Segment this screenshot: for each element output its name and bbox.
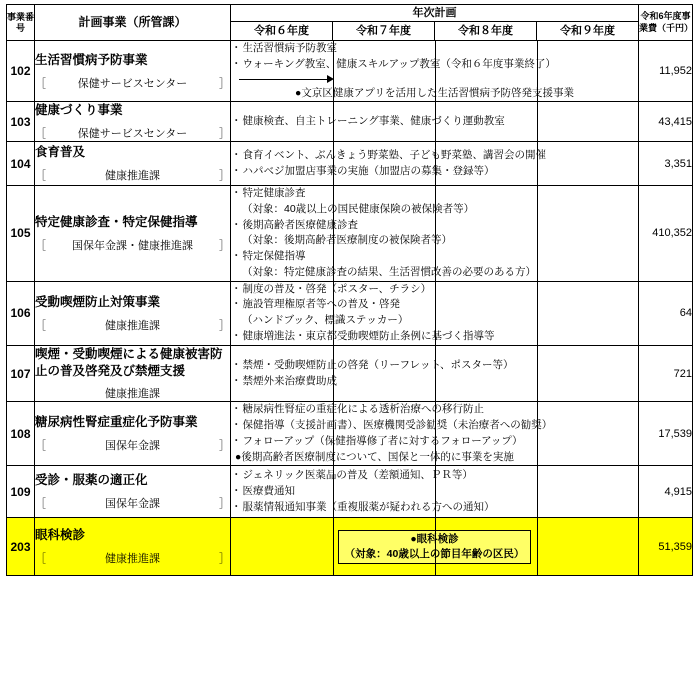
header-years-group: 年次計画	[231, 5, 639, 22]
content-text: 服薬情報通知事業（重複服薬が疑われる方への通知）	[242, 500, 495, 513]
year-column-divider	[435, 281, 436, 346]
year-column-divider	[435, 141, 436, 186]
year-column-divider	[435, 465, 436, 518]
year-column-divider	[435, 101, 436, 142]
year-column-divider	[537, 101, 538, 142]
table-row	[7, 281, 693, 345]
row-cost: 721	[639, 345, 693, 402]
department-label: 健康推進課	[105, 388, 160, 401]
plan-name-cell	[35, 402, 231, 466]
bracket-right: ］	[219, 440, 230, 453]
header-plan: 計画事業（所管課）	[35, 5, 231, 41]
year-column-divider	[537, 185, 538, 282]
year-column-divider	[333, 517, 334, 576]
content-text: ウォーキング教室、健康スキルアップ教室（令和６年度事業終了）	[242, 57, 556, 70]
bullet-marker-icon: ・	[231, 42, 242, 54]
plan-title: 喫煙・受動喫煙による健康被害防止の普及啓発及び禁煙支援	[35, 346, 223, 378]
row-number: 105	[7, 186, 35, 282]
bracket-left: ［	[35, 128, 46, 141]
bullet-marker-icon: ・	[231, 114, 242, 127]
bullet-marker-icon: ・	[231, 374, 242, 387]
table-row	[7, 102, 693, 142]
department-label: 保健サービスセンター	[77, 77, 188, 90]
bullet-marker-icon: ・	[231, 500, 242, 513]
row-number: 109	[7, 466, 35, 518]
department-label: 国保年金課	[105, 440, 160, 453]
department-label: 健康推進課	[105, 170, 160, 183]
bullet-marker-icon: ・	[231, 164, 242, 177]
department-label: 国保年金課	[105, 498, 160, 511]
year-plan-content	[231, 345, 639, 402]
bullet-marker-icon: ・	[231, 358, 242, 371]
highlighted-note-line: （対象：40歳以上の節目年齢の区民）	[344, 547, 525, 560]
table-row	[7, 41, 693, 102]
content-text: 健康増進法・東京都受動喫煙防止条例に基づく指導等	[242, 329, 495, 342]
bullet-marker-icon: ・	[231, 434, 242, 447]
bracket-left: ［	[35, 239, 46, 252]
year-column-divider	[435, 401, 436, 466]
content-subline: （ハンドブック、標識ステッカー）	[242, 314, 409, 327]
bracket-right: ］	[219, 553, 230, 566]
content-text: ハパベジ加盟店事業の実施（加盟店の募集・登録等）	[242, 164, 495, 177]
year-column-divider	[333, 185, 334, 282]
year-column-divider	[333, 465, 334, 518]
year-plan-content	[231, 41, 639, 102]
bracket-right: ］	[219, 239, 230, 252]
row-number: 103	[7, 102, 35, 142]
bullet-marker-icon: ・	[231, 57, 242, 70]
plan-department	[35, 317, 230, 333]
header-cost: 令和6年度事業費（千円）	[639, 5, 693, 41]
year-plan-content	[231, 402, 639, 466]
row-number: 106	[7, 281, 35, 345]
plan-title: 生活習慣病予防事業	[35, 52, 148, 67]
row-cost: 3,351	[639, 142, 693, 186]
plan-name-cell	[35, 345, 231, 402]
bullet-marker-icon: ・	[231, 282, 242, 295]
plan-department	[35, 167, 230, 183]
year-column-divider	[333, 401, 334, 466]
plan-name-cell	[35, 186, 231, 282]
year-column-divider	[333, 281, 334, 346]
content-center-note: ●文京区健康アプリを活用した生活習慣病予防啓発支援事業	[295, 86, 574, 99]
content-text: 医療費通知	[242, 485, 295, 497]
table-row	[7, 402, 693, 466]
plan-name-cell	[35, 142, 231, 186]
plan-title: 受診・服薬の適正化	[35, 473, 148, 488]
year-column-divider	[537, 465, 538, 518]
year-column-divider	[435, 345, 436, 403]
bullet-marker-icon: ・	[231, 329, 242, 342]
content-subline: （対象：後期高齢者医療制度の被保険者等）	[242, 234, 452, 247]
year-column-divider	[435, 517, 436, 576]
department-label: 保健サービスセンター	[77, 128, 188, 141]
content-subline: （対象：特定健康診査の結果、生活習慣改善の必要のある方）	[242, 265, 536, 278]
content-subline: （対象：40歳以上の国民健康保険の被保険者等）	[242, 202, 475, 215]
plan-name-cell	[35, 41, 231, 102]
year-plan-content	[231, 102, 639, 142]
bullet-marker-icon: ・	[231, 485, 242, 497]
year-column-divider	[333, 141, 334, 186]
plan-name-cell	[35, 102, 231, 142]
table-body	[7, 41, 693, 576]
header-year-1: 令和６年度	[231, 22, 333, 41]
content-text: 特定保健指導	[242, 250, 306, 263]
year-column-divider	[333, 101, 334, 142]
row-number: 104	[7, 142, 35, 186]
bullet-marker-icon: ・	[231, 250, 242, 263]
content-text: 生活習慣病予防教室	[242, 42, 337, 54]
plan-department	[35, 75, 230, 91]
header-year-4: 令和９年度	[537, 22, 639, 41]
row-number: 108	[7, 402, 35, 466]
year-column-divider	[333, 40, 334, 102]
header-year-3: 令和８年度	[435, 22, 537, 41]
year-plan-content	[231, 142, 639, 186]
year-column-divider	[537, 281, 538, 346]
bullet-marker-icon: ・	[231, 218, 242, 231]
plan-name-cell	[35, 518, 231, 576]
row-cost: 17,539	[639, 402, 693, 466]
bracket-left: ［	[35, 319, 46, 332]
row-cost: 4,915	[639, 466, 693, 518]
plan-department	[35, 495, 230, 511]
content-text: 禁煙・受動喫煙防止の啓発（リーフレット、ポスター等）	[242, 358, 514, 371]
bracket-right: ］	[219, 498, 230, 511]
row-number: 107	[7, 345, 35, 402]
content-text: 制度の普及・啓発（ポスター、チラシ）	[242, 282, 432, 295]
bracket-right: ］	[219, 128, 230, 141]
header-no: 事業番号	[7, 5, 35, 41]
content-text: 食育イベント、ぶんきょう野菜塾、子ども野菜塾、講習会の開催	[242, 148, 547, 161]
year-plan-content	[231, 518, 639, 576]
year-column-divider	[537, 401, 538, 466]
year-plan-content	[231, 186, 639, 282]
table-row	[7, 518, 693, 576]
row-number: 203	[7, 518, 35, 576]
plan-title: 糖尿病性腎症重症化予防事業	[35, 415, 198, 430]
content-text: ジェネリック医薬品の普及（差額通知、ＰＲ等）	[242, 469, 473, 482]
plan-department	[35, 237, 230, 253]
plan-table	[6, 4, 693, 576]
bullet-marker-icon: ・	[231, 187, 242, 200]
year-column-divider	[537, 141, 538, 186]
row-cost: 64	[639, 281, 693, 345]
bracket-right: ］	[219, 77, 230, 90]
year-column-divider	[333, 345, 334, 403]
bracket-right: ］	[219, 170, 230, 183]
plan-name-cell	[35, 281, 231, 345]
content-text: 健康検査、自主トレーニング事業、健康づくり運動教室	[242, 114, 505, 127]
year-column-divider	[537, 517, 538, 576]
plan-title: 健康づくり事業	[35, 103, 123, 118]
bullet-marker-icon: ・	[231, 148, 242, 161]
plan-department	[35, 385, 230, 401]
row-number: 102	[7, 41, 35, 102]
bracket-left: ［	[35, 440, 46, 453]
plan-name-cell	[35, 466, 231, 518]
content-text: 施設管理権原者等への普及・啓発	[242, 298, 400, 311]
row-cost: 43,415	[639, 102, 693, 142]
plan-title: 特定健康診査・特定保健指導	[35, 214, 198, 229]
year-plan-content	[231, 281, 639, 345]
table-row	[7, 186, 693, 282]
header-year-2: 令和７年度	[333, 22, 435, 41]
content-text: 特定健康診査	[242, 187, 306, 200]
content-text: 保健指導（支援計画書）、医療機関受診勧奨（未治療者への勧奨）	[242, 419, 553, 432]
table-header-row-1	[7, 5, 693, 22]
row-cost: 410,352	[639, 186, 693, 282]
plan-title: 眼科検診	[35, 528, 86, 543]
bullet-marker-icon: ・	[231, 419, 242, 432]
bracket-right: ］	[219, 319, 230, 332]
highlighted-note-line: ●眼科検診	[410, 532, 459, 545]
bullet-marker-icon: ・	[231, 403, 242, 416]
department-label: 健康推進課	[105, 319, 160, 332]
table-row	[7, 142, 693, 186]
plan-department	[35, 550, 230, 566]
bracket-left: ［	[35, 498, 46, 511]
year-column-divider	[537, 40, 538, 102]
bracket-left: ［	[35, 170, 46, 183]
bracket-left: ［	[35, 553, 46, 566]
content-note: ●後期高齢者医療制度について、国保と一体的に事業を実施	[235, 450, 514, 463]
row-cost: 51,359	[639, 518, 693, 576]
table-row	[7, 345, 693, 402]
plan-department	[35, 437, 230, 453]
content-text: フォローアップ（保健指導修了者に対するフォローアップ）	[242, 434, 523, 447]
plan-title: 食育普及	[35, 145, 86, 160]
bracket-left: ［	[35, 77, 46, 90]
department-label: 健康推進課	[105, 553, 160, 566]
year-column-divider	[435, 40, 436, 102]
year-column-divider	[435, 185, 436, 282]
plan-department	[35, 125, 230, 141]
plan-title: 受動喫煙防止対策事業	[35, 294, 161, 309]
table-row	[7, 466, 693, 518]
year-column-divider	[537, 345, 538, 403]
bullet-marker-icon: ・	[231, 469, 242, 482]
content-text: 禁煙外来治療費助成	[242, 374, 337, 387]
bullet-marker-icon: ・	[231, 298, 242, 311]
content-text: 糖尿病性腎症の重症化による透析治療への移行防止	[242, 403, 484, 416]
row-cost: 11,952	[639, 41, 693, 102]
content-text: 後期高齢者医療健康診査	[242, 218, 358, 231]
year-plan-content	[231, 466, 639, 518]
department-label: 国保年金課・健康推進課	[72, 239, 193, 252]
